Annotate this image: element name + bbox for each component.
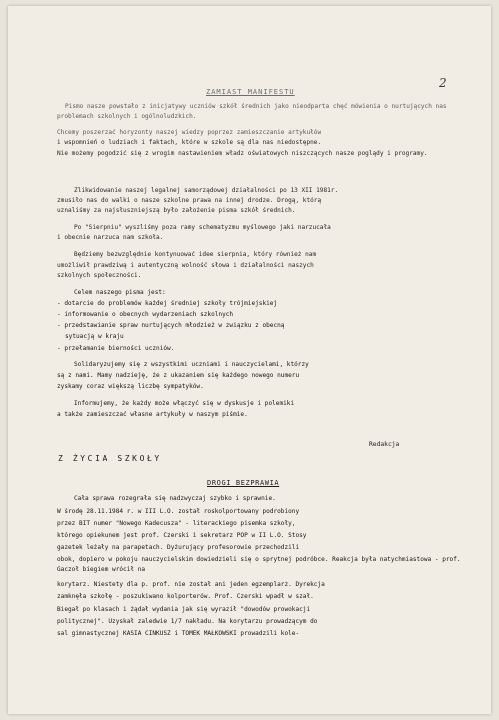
paragraph-line: zmusiło nas do walki o nasze szkolne prawa na innej drodze. Drogą, którą — [57, 197, 322, 204]
manifesto-title: ZAMIAST MANIFESTU — [206, 88, 295, 96]
list-item: - przedstawianie spraw nurtujących młodzież w związku z obecną — [57, 322, 285, 329]
paragraph-line-continued: Gaczoł biegiem wrócił na — [57, 566, 146, 573]
signature: Redakcja — [369, 441, 400, 448]
article-line: obok, dopiero w pokoju nauczycielskim dowiedzieli się o sprytnej podróbce. Reakcja była natychmiastowa - prof. — [57, 556, 461, 563]
list-heading: Celem naszego pisma jest: — [74, 289, 166, 296]
list-item: - dotarcie do problemów każdej średniej szkoły trójmiejskiej — [57, 300, 278, 307]
article-line: zamknęła szkołę - poszukiwano kolporterów. Prof. Czerski wpadł w szał. — [57, 593, 314, 600]
section-heading: Z ŻYCIA SZKOŁY — [58, 454, 162, 463]
article-line: którego opiekunem jest prof. Czerski i sekretarz POP w II L.O. Stosy — [57, 532, 307, 539]
article-title: DROGI BEZPRAWIA — [207, 479, 280, 487]
paragraph-line: Nie możemy pogodzić się z wrogim nastawieniem władz oświatowych niszczących nasze poglądy i programy. — [57, 150, 428, 157]
page-number: 2 — [439, 76, 447, 90]
paragraph-line: Zlikwidowanie naszej legalnej samorządowej działalności po 13 XII 1981r. — [74, 187, 339, 194]
document-page — [8, 6, 491, 714]
list-item: - informowanie o obecnych wydarzeniach szkolnych — [57, 311, 234, 318]
paragraph-line: umożliwił prawdziwą i autentyczną wolność słowa i działalności naszych — [57, 262, 314, 269]
paragraph-line: i obecnie narzuca nam szkoła. — [57, 234, 164, 241]
paragraph-line: szkolnych społeczności. — [57, 272, 142, 279]
paragraph-line: i wspomnień o ludziach i faktach, które w szkole są dla nas niedostępne. — [57, 139, 322, 146]
paragraph-line: Po "Sierpniu" wyszliśmy poza ramy schematyzmu myślowego jaki narzucała — [74, 224, 331, 231]
list-item: sytuacją w kraju — [65, 333, 124, 340]
paragraph-line: zyskamy coraz większą liczbę sympatyków. — [57, 383, 204, 390]
article-line: korytarz. Niestety dla p. prof. nie został ani jeden egzemplarz. Dyrekcja — [57, 581, 325, 588]
article-line: sal gimnastycznej KASIA CINKUSZ i TOMEK MAŁKOWSKI prowadzili kole- — [57, 630, 300, 637]
paragraph-line-continued: problemach szkolnych i ogólnoludzkich. — [57, 113, 197, 120]
article-line: Cała sprawa rozegrała się nadzwyczaj szybko i sprawnie. — [74, 495, 276, 502]
article-line: W środę 28.11.1984 r. w III L.O. został roskolportowany podrobiony — [57, 508, 300, 515]
paragraph-line: Solidaryzujemy się z wszystkimi uczniami i nauczycielami, którzy — [74, 361, 309, 368]
paragraph-line: a także zamieszczać własne artykuły w naszym piśmie. — [57, 411, 248, 418]
article-line: gazetek leżały na parapetach. Dyżurujący profesorowie przechodzili — [57, 544, 300, 551]
paragraph-line: uznaliśmy za najsłuszniejszą było założenie pisma szkół średnich. — [57, 207, 296, 214]
paragraph-line: Będziemy bezwzględnie kontynuować idee sierpnia, który również nam — [74, 251, 317, 258]
article-line: przez BIT numer "Nowego Kadecusza" - literackiego pisemka szkoły, — [57, 520, 296, 527]
article-line: Biegał po klasach i żądał wydania jak się wyraził "dowodów prowokacji — [57, 606, 311, 613]
paragraph-line: Informujemy, że każdy może włączyć się w dyskusje i polemiki — [74, 400, 295, 407]
paragraph-line: Chcemy poszerzać horyzonty naszej wiedzy poprzez zamieszczanie artykułów — [57, 129, 322, 136]
article-line: politycznej". Uzyskał zaledwie 1/7 nakładu. Na korytarzu prowadzącym do — [57, 618, 318, 625]
paragraph-line: są z nami. Mamy nadzieję, że z ukazaniem się każdego nowego numeru — [57, 372, 300, 379]
paragraph-line: Pismo nasze powstało z inicjatywy uczniów szkół średnich jako nieodparta chęć mówienia o nurtujących nas — [65, 103, 447, 110]
list-item: - przełamanie bierności uczniów. — [57, 345, 175, 352]
